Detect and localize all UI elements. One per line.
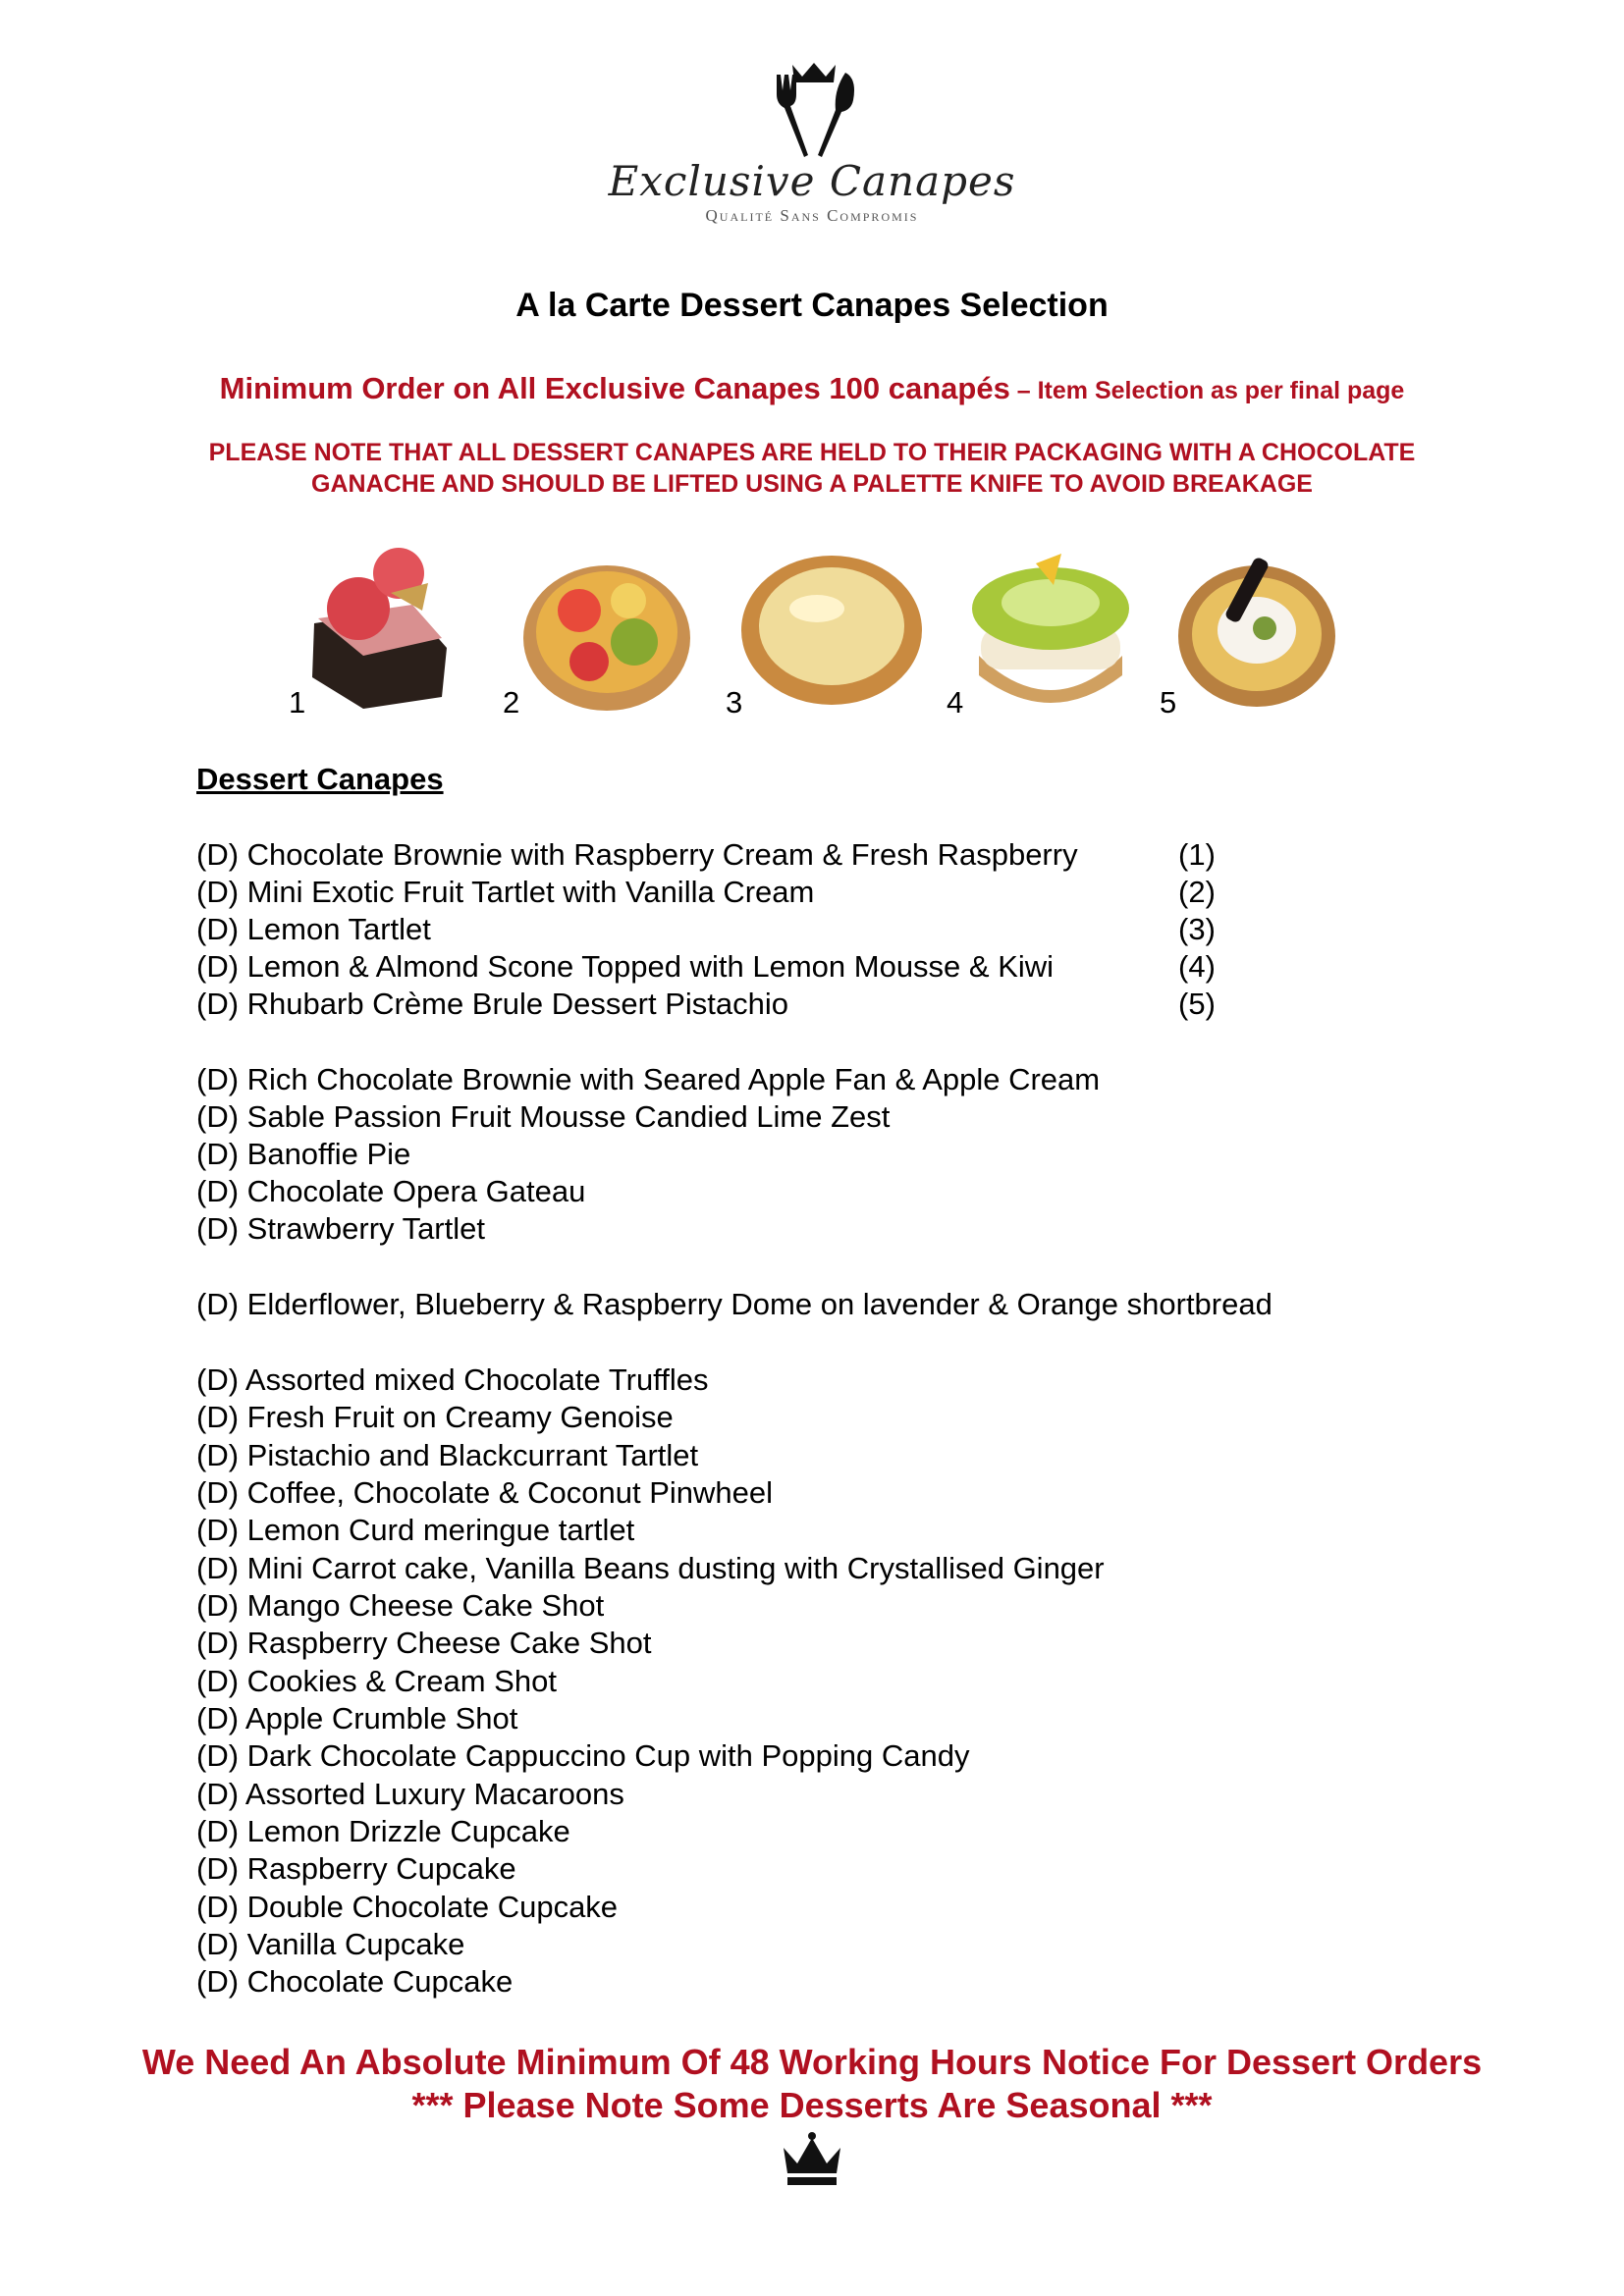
list-item: (D) Sable Passion Fruit Mousse Candied Lime Zest <box>196 1099 891 1134</box>
canape-image-3 <box>738 550 925 707</box>
canape-number-4: 4 <box>947 685 964 720</box>
list-item: (D) Chocolate Brownie with Raspberry Cream & Fresh Raspberry <box>196 837 1078 872</box>
list-item: (D) Mini Exotic Fruit Tartlet with Vanilla Cream <box>196 875 815 909</box>
item-reference: (1) <box>1178 837 1216 872</box>
list-item: (D) Apple Crumble Shot <box>196 1701 518 1735</box>
list-item: (D) Raspberry Cheese Cake Shot <box>196 1626 652 1660</box>
list-item: (D) Assorted Luxury Macaroons <box>196 1777 624 1811</box>
seasonal-note: *** Please Note Some Desserts Are Seasonal *** <box>411 2085 1213 2125</box>
list-item: (D) Cookies & Cream Shot <box>196 1664 557 1698</box>
list-item: (D) Fresh Fruit on Creamy Genoise <box>196 1400 674 1434</box>
notice-text: We Need An Absolute Minimum Of 48 Working Hours Notice For Dessert Orders <box>141 2042 1483 2082</box>
list-item: (D) Lemon Drizzle Cupcake <box>196 1814 570 1848</box>
crown-icon <box>778 2132 846 2193</box>
canape-image-4 <box>967 538 1134 715</box>
minimum-order-note <box>0 371 1624 406</box>
list-item: (D) Chocolate Opera Gateau <box>196 1174 586 1208</box>
list-item: (D) Strawberry Tartlet <box>196 1211 485 1246</box>
brand-name: Exclusive Canapes <box>608 157 1016 205</box>
list-item: (D) Pistachio and Blackcurrant Tartlet <box>196 1438 699 1472</box>
minimum-order-suffix: – Item Selection as per final page <box>1009 377 1405 404</box>
logo-icon <box>763 61 865 159</box>
packaging-note-line-2: GANACHE AND SHOULD BE LIFTED USING A PALETTE KNIFE TO AVOID BREAKAGE <box>311 470 1313 498</box>
minimum-order-main: Minimum Order on All Exclusive Canapes 100 canapés <box>219 371 1010 405</box>
list-item: (D) Coffee, Chocolate & Coconut Pinwheel <box>196 1475 774 1510</box>
list-item: (D) Elderflower, Blueberry & Raspberry Dome on lavender & Orange shortbread <box>196 1287 1272 1321</box>
list-item: (D) Lemon Curd meringue tartlet <box>196 1513 635 1547</box>
list-item: (D) Assorted mixed Chocolate Truffles <box>196 1362 709 1397</box>
list-item: (D) Raspberry Cupcake <box>196 1851 516 1886</box>
item-reference: (2) <box>1178 875 1216 909</box>
canape-number-2: 2 <box>503 685 520 720</box>
list-item: (D) Rhubarb Crème Brule Dessert Pistachio <box>196 987 788 1021</box>
packaging-note-line-1: PLEASE NOTE THAT ALL DESSERT CANAPES ARE HELD TO THEIR PACKAGING WITH A CHOCOLATE <box>208 439 1416 466</box>
page-title: A la Carte Dessert Canapes Selection <box>515 287 1109 324</box>
packaging-note <box>98 437 1526 500</box>
list-item: (D) Lemon Tartlet <box>196 912 431 946</box>
list-item: (D) Rich Chocolate Brownie with Seared Apple Fan & Apple Cream <box>196 1062 1101 1096</box>
list-item: (D) Dark Chocolate Cappuccino Cup with Popping Candy <box>196 1738 970 1773</box>
list-item: (D) Chocolate Cupcake <box>196 1964 514 1999</box>
list-item: (D) Double Chocolate Cupcake <box>196 1890 619 1924</box>
canape-number-1: 1 <box>289 685 306 720</box>
item-reference: (5) <box>1178 987 1216 1021</box>
list-item: (D) Mango Cheese Cake Shot <box>196 1588 605 1623</box>
list-item: (D) Vanilla Cupcake <box>196 1927 465 1961</box>
list-item: (D) Lemon & Almond Scone Topped with Lemon Mousse & Kiwi <box>196 949 1055 984</box>
list-item: (D) Banoffie Pie <box>196 1137 411 1171</box>
canape-number-3: 3 <box>726 685 743 720</box>
item-reference: (3) <box>1178 912 1216 946</box>
canape-number-5: 5 <box>1160 685 1177 720</box>
list-item: (D) Mini Carrot cake, Vanilla Beans dusting with Crystallised Ginger <box>196 1551 1105 1585</box>
canape-image-5 <box>1176 548 1338 710</box>
canape-image-1 <box>304 540 452 712</box>
brand-tagline: Qualité Sans Compromis <box>705 206 919 225</box>
section-heading: Dessert Canapes <box>196 762 444 796</box>
canape-image-2 <box>518 552 695 714</box>
item-reference: (4) <box>1178 949 1216 984</box>
